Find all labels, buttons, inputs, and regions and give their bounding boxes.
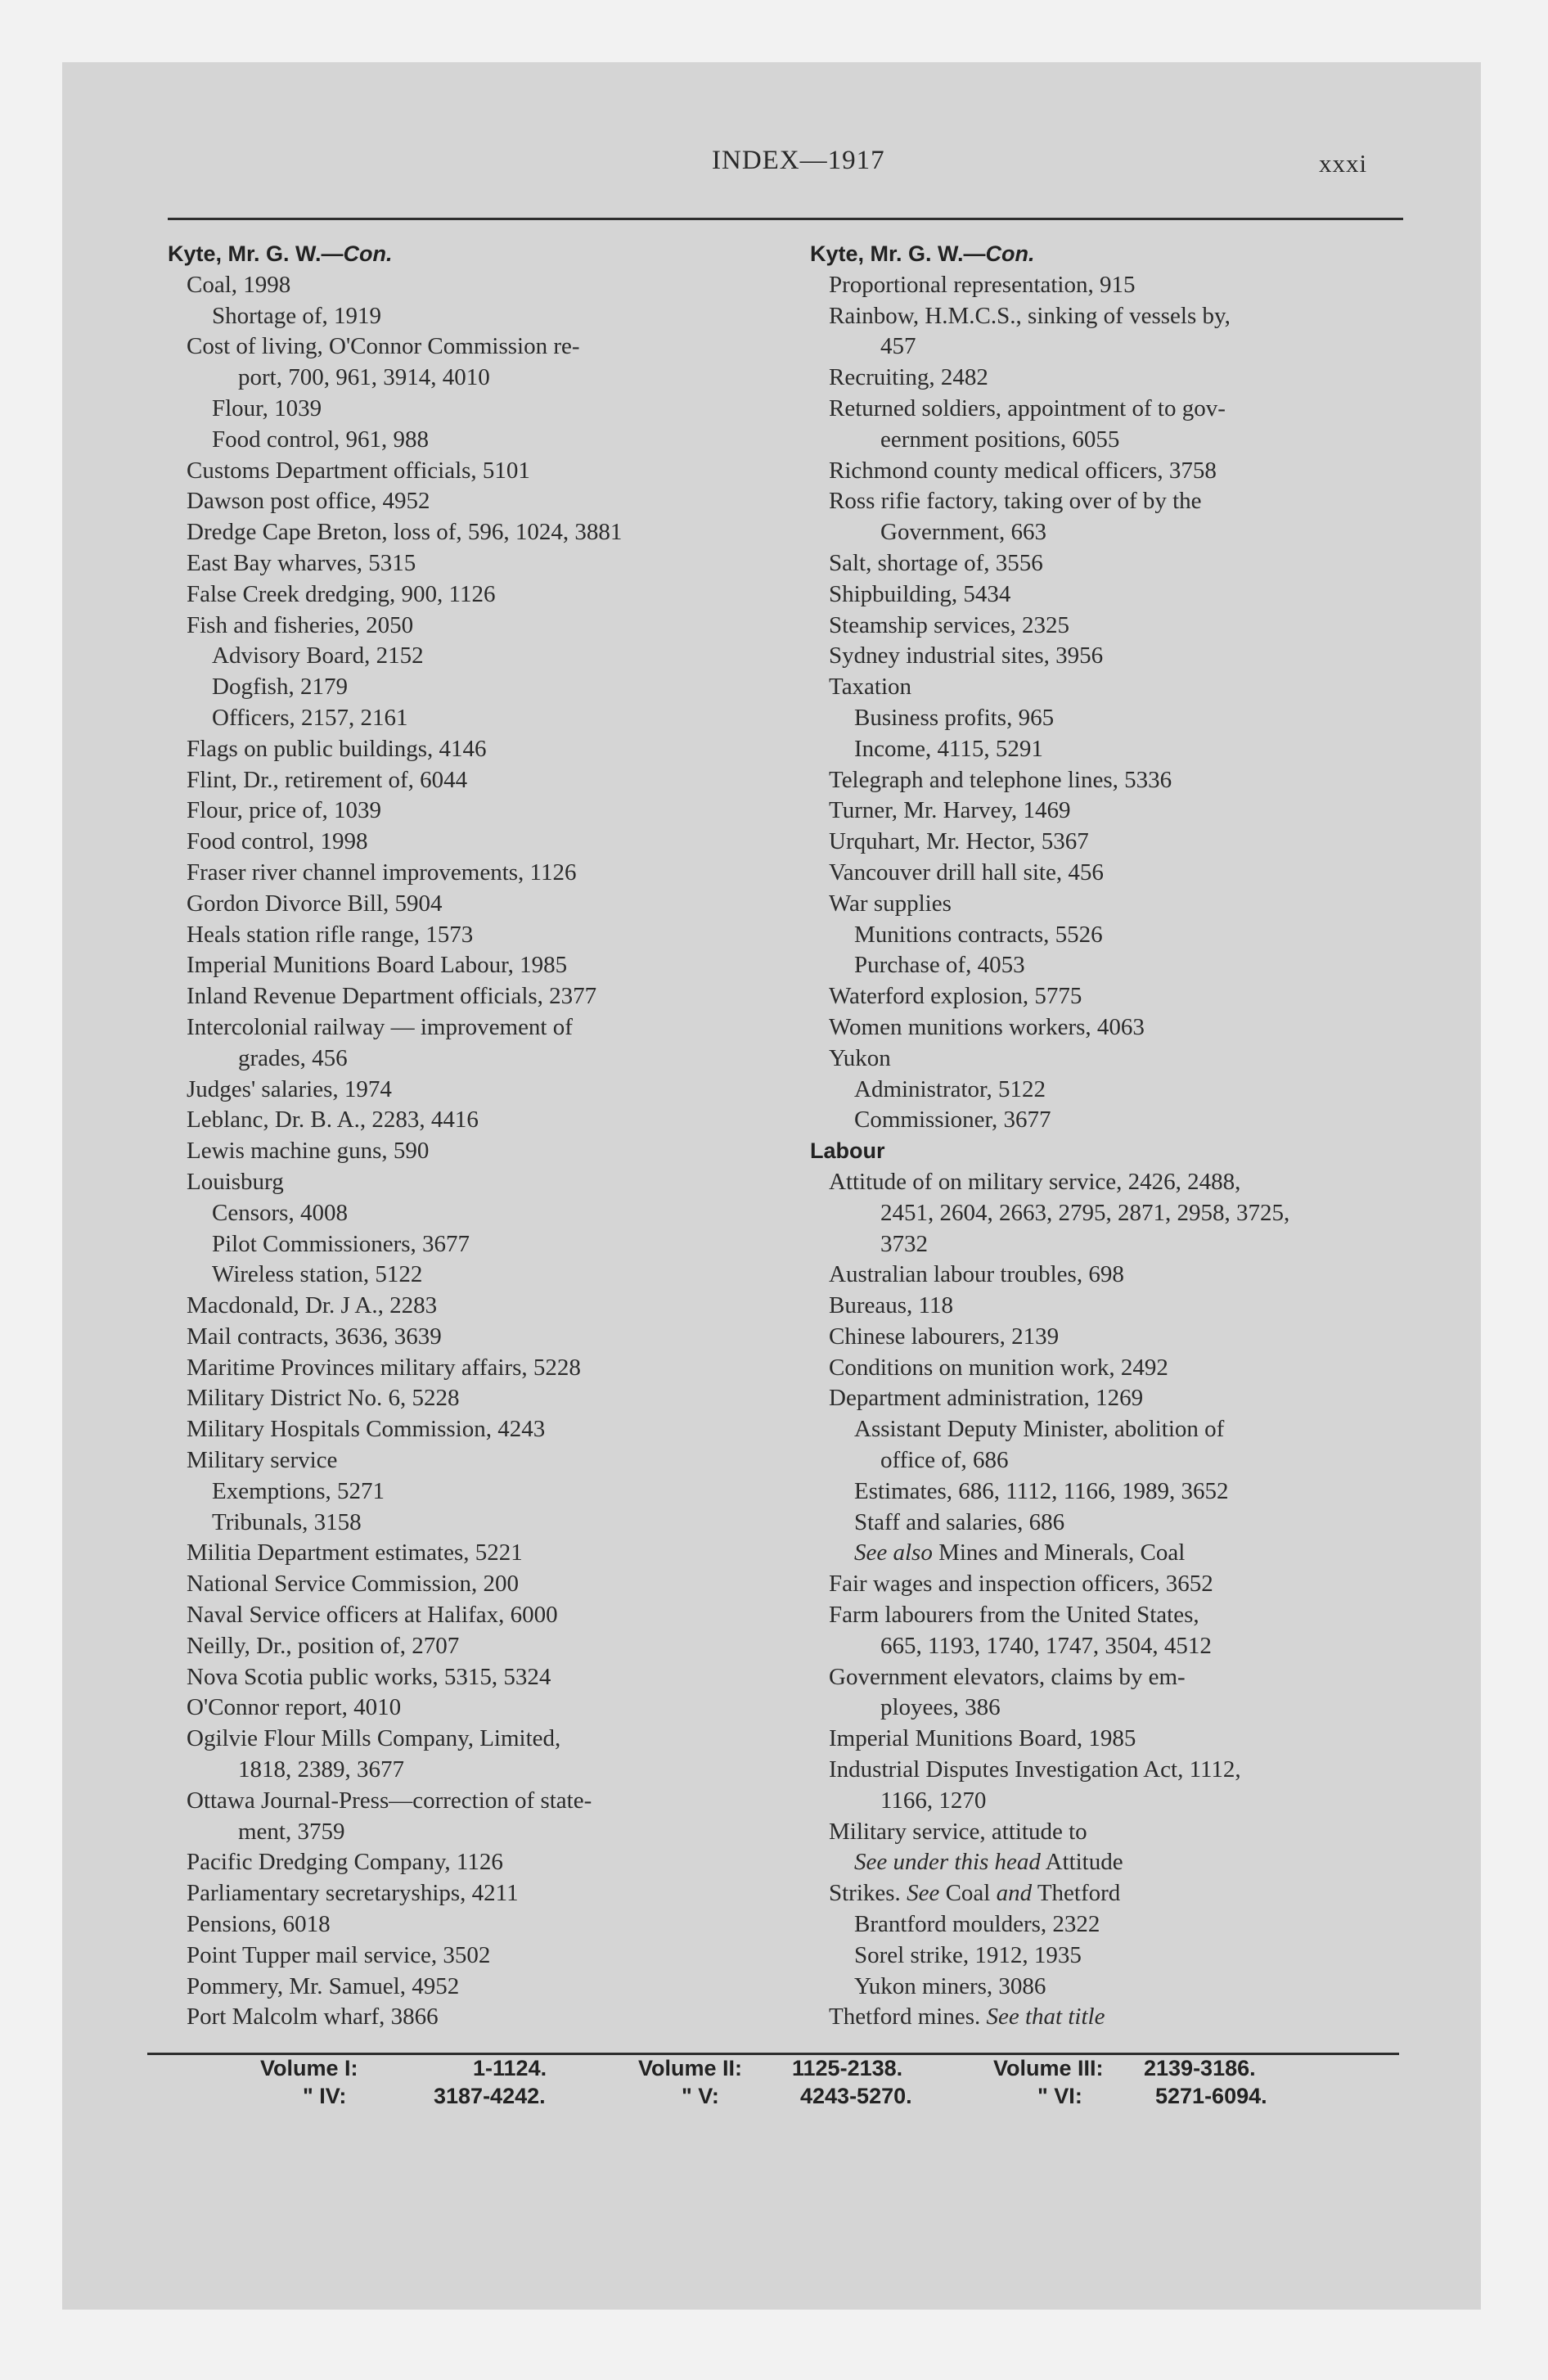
entry-text: Purchase of, 4053 <box>854 952 1025 979</box>
index-entry <box>168 456 790 487</box>
header-rule <box>168 218 1403 220</box>
entry-text: Government, 663 <box>880 519 1046 546</box>
entry-text: Food control, 1998 <box>187 828 368 855</box>
index-entry <box>168 641 790 672</box>
entry-italic-text: Con. <box>985 241 1035 266</box>
entry-text: Coal, 1998 <box>187 271 291 298</box>
entry-text: Attitude <box>1040 1849 1123 1876</box>
entry-text: Farm labourers from the United States, <box>829 1602 1199 1629</box>
entry-text: Pommery, Mr. Samuel, 4952 <box>187 1972 460 1999</box>
page-number: xxxi <box>1319 149 1368 178</box>
index-entry <box>168 1414 790 1445</box>
entry-text: Ross rifie factory, taking over of by the <box>829 488 1202 515</box>
volume-row-1 <box>260 2056 1406 2084</box>
entry-text: Mail contracts, 3636, 3639 <box>187 1323 442 1350</box>
entry-text: Dogfish, 2179 <box>212 674 348 701</box>
entry-text: eernment positions, 6055 <box>880 426 1120 453</box>
entry-italic-text: See also <box>854 1539 933 1566</box>
index-entry <box>810 1941 1432 1972</box>
index-entry <box>168 301 790 332</box>
index-entry <box>810 1909 1432 1941</box>
entry-text: Flags on public buildings, 4146 <box>187 735 487 762</box>
index-entry <box>810 331 1432 363</box>
entry-text: office of, 686 <box>880 1447 1009 1474</box>
entry-text: 2451, 2604, 2663, 2795, 2871, 2958, 3725, <box>880 1199 1290 1226</box>
index-entry <box>810 2002 1432 2033</box>
entry-text: Richmond county medical officers, 3758 <box>829 457 1217 484</box>
index-entry <box>168 1291 790 1322</box>
entry-text: Military Hospitals Commission, 4243 <box>187 1416 546 1443</box>
index-entry <box>810 1724 1432 1755</box>
entry-text: Staff and salaries, 686 <box>854 1508 1065 1535</box>
entry-text: Yukon <box>829 1044 891 1071</box>
index-entry <box>810 1198 1432 1229</box>
entry-text: Telegraph and telephone lines, 5336 <box>829 766 1172 793</box>
index-entry <box>810 1075 1432 1106</box>
entry-italic-text: and <box>996 1880 1033 1907</box>
entry-text: Lewis machine guns, 590 <box>187 1138 430 1165</box>
index-entry <box>168 981 790 1012</box>
index-entry <box>810 1105 1432 1136</box>
volume-5-range: 4243-5270. <box>800 2084 912 2108</box>
entry-text: Recruiting, 2482 <box>829 364 988 391</box>
entry-text: Heals station rifle range, 1573 <box>187 921 474 948</box>
index-entry <box>168 765 790 796</box>
index-entry <box>168 1508 790 1539</box>
index-entry <box>810 1322 1432 1353</box>
index-entry <box>810 672 1432 703</box>
index-entry <box>168 1724 790 1755</box>
entry-text: Military District No. 6, 5228 <box>187 1385 460 1412</box>
entry-text: Thetford mines. <box>829 2004 987 2031</box>
index-entry <box>168 1972 790 2003</box>
index-entry <box>168 1167 790 1198</box>
index-entry <box>168 1662 790 1693</box>
index-entry <box>810 1508 1432 1539</box>
entry-text: Mines and Minerals, Coal <box>932 1539 1186 1566</box>
entry-text: Pacific Dredging Company, 1126 <box>187 1849 503 1876</box>
entry-text: Flour, price of, 1039 <box>187 797 382 824</box>
entry-text: Customs Department officials, 5101 <box>187 457 530 484</box>
index-entry <box>168 1878 790 1909</box>
index-entry <box>810 1786 1432 1817</box>
entry-text: Inland Revenue Department officials, 2377 <box>187 983 597 1010</box>
footer-rule <box>147 2053 1399 2055</box>
entry-text: ment, 3759 <box>238 1818 345 1845</box>
index-entry <box>168 1755 790 1786</box>
index-entry <box>810 1817 1432 1848</box>
entry-text: 1818, 2389, 3677 <box>238 1756 404 1783</box>
entry-text: Assistant Deputy Minister, abolition of <box>854 1416 1225 1443</box>
index-entry <box>810 920 1432 951</box>
index-entry <box>810 486 1432 517</box>
index-entry <box>168 1476 790 1508</box>
index-entry <box>168 1817 790 1848</box>
index-entry <box>810 579 1432 611</box>
index-entry <box>810 1631 1432 1662</box>
entry-text: Taxation <box>829 674 912 701</box>
entry-text: ployees, 386 <box>880 1694 1001 1721</box>
index-entry <box>810 1662 1432 1693</box>
entry-text: Returned soldiers, appointment of to gov- <box>829 394 1226 421</box>
entry-text: Industrial Disputes Investigation Act, 1112, <box>829 1756 1241 1783</box>
entry-text: Strikes. <box>829 1880 907 1907</box>
entry-text: Bureaus, 118 <box>829 1292 953 1319</box>
entry-text: War supplies <box>829 890 952 917</box>
index-entry <box>810 889 1432 920</box>
index-entry <box>810 1878 1432 1909</box>
entry-text: Tribunals, 3158 <box>212 1508 362 1535</box>
entry-italic-text: Con. <box>343 241 393 266</box>
entry-text: Gordon Divorce Bill, 5904 <box>187 890 443 917</box>
index-entry <box>168 1353 790 1384</box>
index-entry <box>810 1260 1432 1291</box>
index-entry <box>168 2002 790 2033</box>
index-entry <box>168 734 790 765</box>
entry-text: Brantford moulders, 2322 <box>854 1911 1100 1938</box>
entry-text: Cost of living, O'Connor Commission re- <box>187 333 580 360</box>
index-entry <box>810 1167 1432 1198</box>
index-entry <box>168 1136 790 1167</box>
entry-text: Chinese labourers, 2139 <box>829 1323 1060 1350</box>
entry-text: Ottawa Journal-Press—correction of state- <box>187 1787 592 1814</box>
entry-text: Yukon miners, 3086 <box>854 1972 1046 1999</box>
entry-text: Imperial Munitions Board Labour, 1985 <box>187 952 568 979</box>
entry-text: Women munitions workers, 4063 <box>829 1013 1145 1040</box>
entry-text: 1166, 1270 <box>880 1787 987 1814</box>
index-entry <box>810 270 1432 301</box>
entry-text: Coal <box>939 1880 997 1907</box>
index-entry <box>168 1383 790 1414</box>
entry-text: Censors, 4008 <box>212 1199 348 1226</box>
index-entry <box>810 765 1432 796</box>
entry-text: Ogilvie Flour Mills Company, Limited, <box>187 1725 561 1752</box>
entry-text: Neilly, Dr., position of, 2707 <box>187 1632 460 1659</box>
index-entry <box>810 1445 1432 1476</box>
entry-text: Louisburg <box>187 1168 284 1195</box>
volume-3-range: 2139-3186. <box>1144 2056 1256 2080</box>
index-entry <box>810 1972 1432 2003</box>
entry-text: Port Malcolm wharf, 3866 <box>187 2004 439 2031</box>
index-entry <box>810 1569 1432 1600</box>
entry-text: East Bay wharves, 5315 <box>187 549 416 576</box>
index-entry <box>168 1012 790 1044</box>
entry-text: Military service, attitude to <box>829 1818 1087 1845</box>
entry-text: Fish and fisheries, 2050 <box>187 611 414 638</box>
entry-text: Kyte, Mr. G. W.— <box>168 241 344 266</box>
index-entry <box>810 734 1432 765</box>
index-entry <box>168 517 790 548</box>
index-entry <box>168 548 790 579</box>
index-entry <box>810 301 1432 332</box>
volume-3-label: Volume III: <box>993 2056 1104 2080</box>
volume-row-2 <box>260 2084 1406 2112</box>
index-entry <box>810 1044 1432 1075</box>
volume-6-label: " VI: <box>1037 2084 1082 2108</box>
index-column-left <box>168 239 790 2033</box>
entry-text: Military service <box>187 1447 338 1474</box>
entry-text: port, 700, 961, 3914, 4010 <box>238 364 490 391</box>
index-entry <box>168 1693 790 1724</box>
index-entry <box>810 641 1432 672</box>
volume-1-range: 1-1124. <box>473 2056 547 2080</box>
entry-text: Department administration, 1269 <box>829 1385 1144 1412</box>
index-entry <box>810 1693 1432 1724</box>
index-entry <box>168 950 790 981</box>
entry-text: Rainbow, H.M.C.S., sinking of vessels by, <box>829 302 1231 329</box>
index-entry <box>168 827 790 858</box>
index-entry <box>168 486 790 517</box>
entry-text: 457 <box>880 333 916 360</box>
entry-text: Judges' salaries, 1974 <box>187 1075 392 1102</box>
index-entry <box>810 1012 1432 1044</box>
volume-6-range: 5271-6094. <box>1155 2084 1267 2108</box>
index-entry <box>168 1909 790 1941</box>
index-entry <box>168 363 790 394</box>
entry-text: Exemptions, 5271 <box>212 1477 385 1504</box>
index-entry <box>810 611 1432 642</box>
index-entry <box>168 1538 790 1569</box>
entry-text: grades, 456 <box>238 1044 348 1071</box>
entry-text: Steamship services, 2325 <box>829 611 1069 638</box>
index-entry <box>168 672 790 703</box>
entry-text: Militia Department estimates, 5221 <box>187 1539 523 1566</box>
index-entry <box>810 517 1432 548</box>
index-entry <box>810 548 1432 579</box>
entry-text: Shortage of, 1919 <box>212 302 381 329</box>
entry-text: Labour <box>810 1138 885 1164</box>
index-entry <box>810 981 1432 1012</box>
entry-text: Dredge Cape Breton, loss of, 596, 1024, 3881 <box>187 519 623 546</box>
entry-text: Flint, Dr., retirement of, 6044 <box>187 766 468 793</box>
entry-text: Sorel strike, 1912, 1935 <box>854 1941 1082 1968</box>
entry-text: Income, 4115, 5291 <box>854 735 1043 762</box>
index-column-right <box>810 239 1432 2033</box>
entry-italic-text: See that title <box>986 2004 1105 2031</box>
entry-text: Pilot Commissioners, 3677 <box>212 1230 470 1257</box>
entry-text: Maritime Provinces military affairs, 5228 <box>187 1354 581 1381</box>
entry-text: Attitude of on military service, 2426, 2488, <box>829 1168 1241 1195</box>
index-entry <box>168 1445 790 1476</box>
index-entry <box>810 1414 1432 1445</box>
entry-text: Government elevators, claims by em- <box>829 1663 1186 1690</box>
entry-text: Urquhart, Mr. Hector, 5367 <box>829 828 1089 855</box>
entry-text: Dawson post office, 4952 <box>187 488 430 515</box>
entry-text: Intercolonial railway — improvement of <box>187 1013 573 1040</box>
entry-text: Leblanc, Dr. B. A., 2283, 4416 <box>187 1107 479 1134</box>
volume-2-range: 1125-2138. <box>792 2056 903 2080</box>
index-entry <box>168 1941 790 1972</box>
volume-4-label: " IV: <box>303 2084 347 2108</box>
index-entry <box>168 1322 790 1353</box>
entry-text: Proportional representation, 915 <box>829 271 1136 298</box>
entry-text: Fair wages and inspection officers, 3652 <box>829 1571 1213 1598</box>
index-entry <box>168 920 790 951</box>
index-entry <box>168 703 790 734</box>
entry-text: Vancouver drill hall site, 456 <box>829 859 1104 886</box>
index-entry <box>810 1353 1432 1384</box>
index-entry <box>810 796 1432 827</box>
index-entry <box>168 1229 790 1260</box>
entry-text: Sydney industrial sites, 3956 <box>829 642 1104 669</box>
entry-text: Kyte, Mr. G. W.— <box>810 241 986 266</box>
entry-text: Food control, 961, 988 <box>212 426 430 453</box>
entry-text: Salt, shortage of, 3556 <box>829 549 1043 576</box>
index-entry <box>168 1600 790 1631</box>
index-entry <box>810 1291 1432 1322</box>
index-entry <box>168 331 790 363</box>
index-entry <box>168 579 790 611</box>
index-entry <box>810 1600 1432 1631</box>
index-entry <box>810 950 1432 981</box>
index-entry <box>810 363 1432 394</box>
index-entry <box>168 1044 790 1075</box>
entry-text: 3732 <box>880 1230 928 1257</box>
index-entry <box>168 1075 790 1106</box>
index-entry <box>810 1476 1432 1508</box>
index-entry <box>810 394 1432 425</box>
index-entry <box>810 858 1432 889</box>
entry-text: Administrator, 5122 <box>854 1075 1046 1102</box>
index-entry <box>168 858 790 889</box>
entry-text: 665, 1193, 1740, 1747, 3504, 4512 <box>880 1632 1212 1659</box>
entry-text: Point Tupper mail service, 3502 <box>187 1941 491 1968</box>
entry-text: Turner, Mr. Harvey, 1469 <box>829 797 1071 824</box>
entry-text: Flour, 1039 <box>212 394 322 421</box>
index-heading <box>168 239 790 270</box>
entry-text: Wireless station, 5122 <box>212 1261 423 1288</box>
entry-text: Nova Scotia public works, 5315, 5324 <box>187 1663 551 1690</box>
index-entry <box>168 1786 790 1817</box>
index-entry <box>810 1755 1432 1786</box>
volume-5-label: " V: <box>682 2084 719 2108</box>
index-entry <box>810 1383 1432 1414</box>
entry-text: Thetford <box>1032 1880 1121 1907</box>
entry-text: Shipbuilding, 5434 <box>829 580 1011 607</box>
index-entry <box>168 796 790 827</box>
volume-1-label: Volume I: <box>260 2056 358 2080</box>
volume-key <box>260 2056 1406 2112</box>
index-entry <box>168 1847 790 1878</box>
index-entry <box>810 456 1432 487</box>
index-entry <box>168 1105 790 1136</box>
entry-text: Commissioner, 3677 <box>854 1107 1051 1134</box>
index-entry <box>168 1631 790 1662</box>
index-entry <box>168 611 790 642</box>
index-entry <box>810 425 1432 456</box>
index-entry <box>168 889 790 920</box>
entry-text: Parliamentary secretaryships, 4211 <box>187 1880 519 1907</box>
index-entry <box>810 1538 1432 1569</box>
entry-text: Business profits, 965 <box>854 704 1055 731</box>
index-entry <box>810 1229 1432 1260</box>
entry-text: Fraser river channel improvements, 1126 <box>187 859 577 886</box>
entry-text: False Creek dredging, 900, 1126 <box>187 580 496 607</box>
entry-text: Munitions contracts, 5526 <box>854 921 1103 948</box>
index-entry <box>168 1260 790 1291</box>
entry-text: Estimates, 686, 1112, 1166, 1989, 3652 <box>854 1477 1229 1504</box>
index-entry <box>810 703 1432 734</box>
index-entry <box>168 270 790 301</box>
index-heading <box>810 239 1432 270</box>
volume-2-label: Volume II: <box>638 2056 743 2080</box>
index-entry <box>810 827 1432 858</box>
entry-text: Imperial Munitions Board, 1985 <box>829 1725 1136 1752</box>
index-entry <box>168 1198 790 1229</box>
entry-text: Officers, 2157, 2161 <box>212 704 408 731</box>
entry-text: Naval Service officers at Halifax, 6000 <box>187 1602 558 1629</box>
entry-text: National Service Commission, 200 <box>187 1571 519 1598</box>
index-entry <box>168 425 790 456</box>
entry-text: Advisory Board, 2152 <box>212 642 424 669</box>
entry-text: Waterford explosion, 5775 <box>829 983 1082 1010</box>
entry-text: Australian labour troubles, 698 <box>829 1261 1124 1288</box>
index-heading <box>810 1136 1432 1167</box>
entry-italic-text: See under this head <box>854 1849 1041 1876</box>
entry-text: Conditions on munition work, 2492 <box>829 1354 1168 1381</box>
volume-4-range: 3187-4242. <box>434 2084 546 2108</box>
entry-text: Macdonald, Dr. J A., 2283 <box>187 1292 438 1319</box>
page-title: INDEX—1917 <box>712 146 885 175</box>
entry-text: Pensions, 6018 <box>187 1911 331 1938</box>
index-entry <box>168 1569 790 1600</box>
entry-italic-text: See <box>907 1880 940 1907</box>
entry-text: O'Connor report, 4010 <box>187 1694 402 1721</box>
index-entry <box>168 394 790 425</box>
index-entry <box>810 1847 1432 1878</box>
